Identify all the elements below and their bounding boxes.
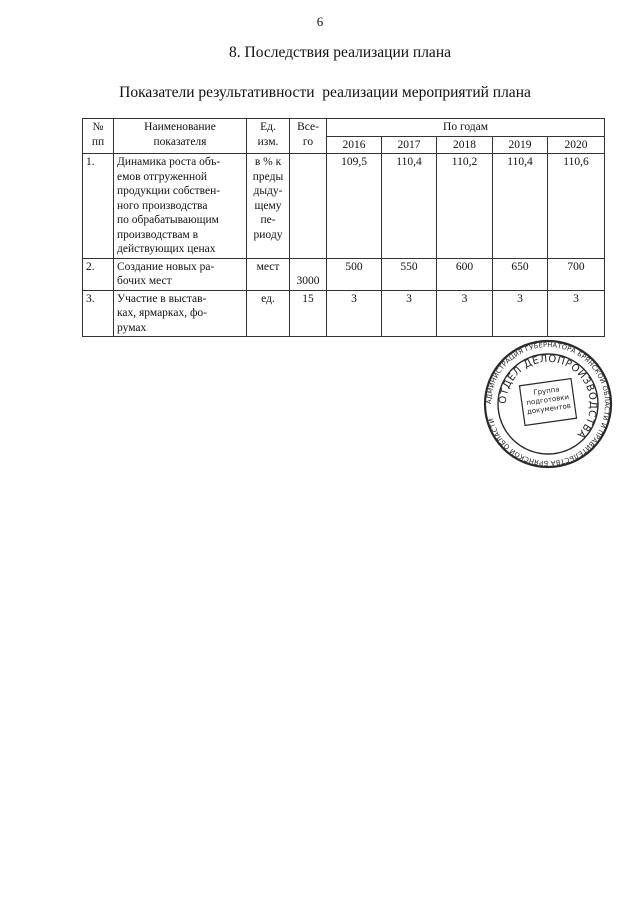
row-total [290,154,327,259]
indicators-table [82,118,605,337]
row-value: 600 [437,258,493,290]
row-value: 109,5 [327,154,382,259]
row-value: 700 [548,258,605,290]
row-value: 110,4 [382,154,437,259]
row-unit: мест [247,258,290,290]
row-value: 3 [327,290,382,337]
row-name: Динамика роста объ- емов отгруженной продукции собствен- ного производства по обрабатывающим производствам в действующих ценах [114,154,247,259]
table-row [83,154,605,259]
header-by-years: По годам [327,119,605,137]
row-value: 110,2 [437,154,493,259]
row-value: 650 [493,258,548,290]
row-value: 500 [327,258,382,290]
header-unit: Ед. изм. [247,119,290,154]
header-year: 2019 [493,136,548,154]
row-total: 3000 [290,258,327,290]
header-name: Наименование показателя [114,119,247,154]
header-num: № пп [83,119,114,154]
row-value: 3 [382,290,437,337]
stamp-inner-text: ОТДЕЛ ДЕЛОПРОИЗВОДСТВА [497,353,599,441]
row-value: 3 [437,290,493,337]
row-num: 1. [83,154,114,259]
row-unit: в % к преды дыду- щему пе- риоду [247,154,290,259]
table-title: Показатели результативности реализации мероприятий плана [119,84,531,101]
row-value: 3 [493,290,548,337]
row-value: 110,6 [548,154,605,259]
row-name: Участие в выстав- ках, ярмарках, фо- румах [114,290,247,337]
table-row [83,258,605,290]
header-year: 2020 [548,136,605,154]
office-stamp [482,338,614,470]
header-row [83,119,605,137]
stamp-outer-text: АДМИНИСТРАЦИЯ ГУБЕРНАТОРА БРЯНСКОЙ ОБЛАСТИ И ПРАВИТЕЛЬСТВА БРЯНСКОЙ ОБЛАСТИ [484,340,612,468]
row-total: 15 [290,290,327,337]
row-value: 110,4 [493,154,548,259]
stamp-center-text: Группа подготовки документов [525,385,572,416]
header-year: 2017 [382,136,437,154]
row-unit: ед. [247,290,290,337]
row-name: Создание новых ра- бочих мест [114,258,247,290]
header-year: 2016 [327,136,382,154]
row-value: 550 [382,258,437,290]
header-total: Все- го [290,119,327,154]
row-value: 3 [548,290,605,337]
row-num: 2. [83,258,114,290]
table-row [83,290,605,337]
section-title: 8. Последствия реализации плана [229,44,451,61]
header-year: 2018 [437,136,493,154]
page-number: 6 [316,14,324,29]
row-num: 3. [83,290,114,337]
